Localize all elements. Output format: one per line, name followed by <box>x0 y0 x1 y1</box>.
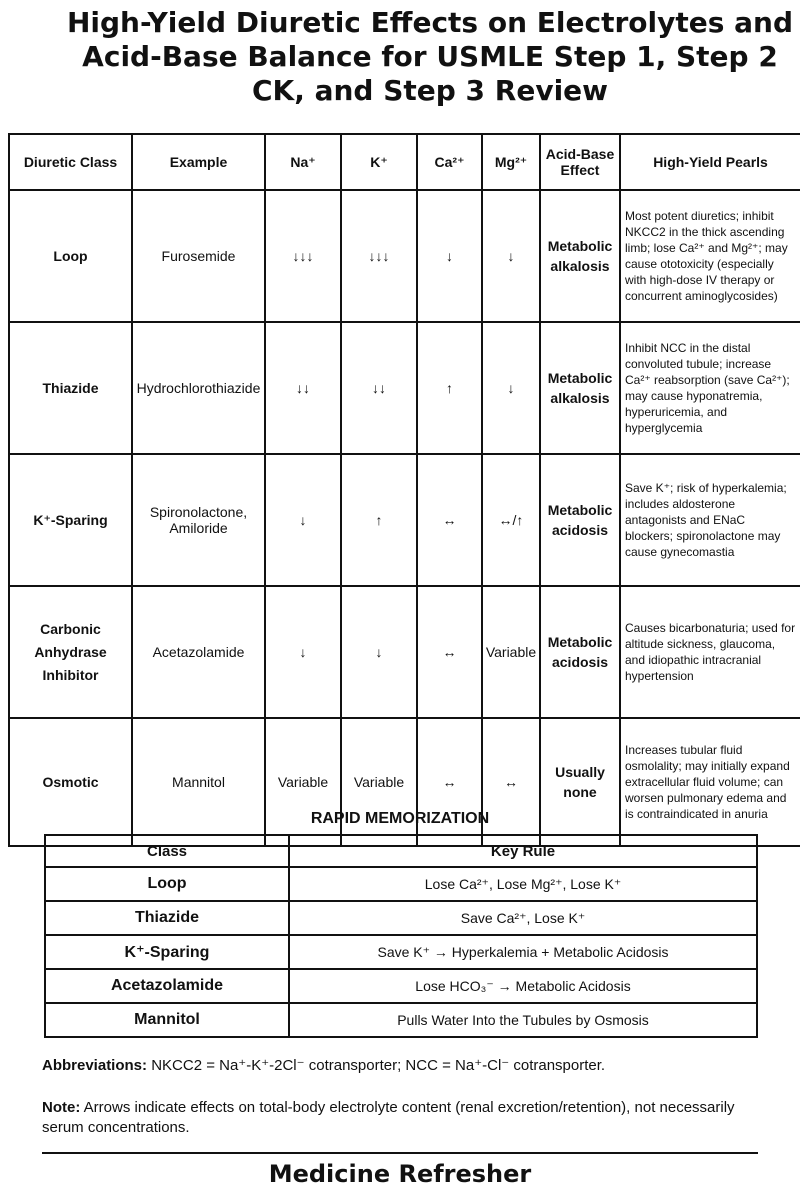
page-title: High-Yield Diuretic Effects on Electrolytes and Acid-Base Balance for USMLE Step 1, Step 2 CK, and Step 3 Review <box>66 6 794 107</box>
mg-cell: Variable <box>482 586 540 718</box>
note <box>42 1098 762 1138</box>
k-cell: ↑ <box>341 454 417 586</box>
footer-brand: Medicine Refresher <box>268 1160 532 1188</box>
na-cell: Variable <box>265 718 341 846</box>
acid-base-cell: Metabolic alkalosis <box>540 190 620 322</box>
note-label: Note: <box>42 1099 81 1116</box>
abbreviations-text: NKCC2 = Na⁺-K⁺-2Cl⁻ cotransporter; NCC = Na⁺-Cl⁻ cotransporter. <box>151 1057 606 1074</box>
rapid-memorization-heading: RAPID MEMORIZATION <box>310 810 490 827</box>
k-cell: ↓↓↓ <box>341 190 417 322</box>
na-cell: ↓↓↓ <box>265 190 341 322</box>
rapid-header-class: Class <box>45 835 289 867</box>
ca-cell: ↔ <box>417 718 482 846</box>
rapid-rule-cell: Save Ca²⁺, Lose K⁺ <box>289 901 757 935</box>
footer-divider <box>42 1152 758 1154</box>
example-cell: Mannitol <box>132 718 265 846</box>
rapid-row <box>45 901 757 935</box>
pearl-cell: Save K⁺; risk of hyperkalemia; includes aldosterone antagonists and ENaC blockers; spironolactone may cause gynecomastia <box>620 454 800 586</box>
class-cell: Carbonic Anhydrase Inhibitor <box>9 586 132 718</box>
rapid-class-cell: Mannitol <box>45 1003 289 1037</box>
class-cell: Osmotic <box>9 718 132 846</box>
rapid-row <box>45 935 757 969</box>
pearl-cell: Increases tubular fluid osmolality; may initially expand extracellular fluid volume; can worsen pulmonary edema and is contraindicated in anuria <box>620 718 800 846</box>
ca-cell: ↔ <box>417 454 482 586</box>
rapid-header-row <box>45 835 757 867</box>
acid-base-cell: Metabolic acidosis <box>540 586 620 718</box>
table-row <box>9 190 800 322</box>
mg-cell: ↔/↑ <box>482 454 540 586</box>
note-text: Arrows indicate effects on total-body electrolyte content (renal excretion/retention), not necessarily serum concentrations. <box>42 1099 735 1136</box>
rapid-row <box>45 1003 757 1037</box>
acid-base-cell: Metabolic acidosis <box>540 454 620 586</box>
rapid-rule-cell: Lose Ca²⁺, Lose Mg²⁺, Lose K⁺ <box>289 867 757 901</box>
pearl-cell: Inhibit NCC in the distal convoluted tubule; increase Ca²⁺ reabsorption (save Ca²⁺); may cause hyponatremia, hyperuricemia, and hyperglycemia <box>620 322 800 454</box>
rapid-class-cell: Thiazide <box>45 901 289 935</box>
rapid-memorization-table <box>44 834 758 1038</box>
ca-cell: ↔ <box>417 586 482 718</box>
k-cell: Variable <box>341 718 417 846</box>
table-row <box>9 322 800 454</box>
header-k: K⁺ <box>341 134 417 190</box>
class-cell: Loop <box>9 190 132 322</box>
rapid-rule-cell: Save K⁺ → Hyperkalemia + Metabolic Acidosis <box>289 935 757 969</box>
table-row <box>9 454 800 586</box>
class-cell: K⁺-Sparing <box>9 454 132 586</box>
mg-cell: ↔ <box>482 718 540 846</box>
example-cell: Spironolactone, Amiloride <box>132 454 265 586</box>
rapid-class-cell: Loop <box>45 867 289 901</box>
na-cell: ↓ <box>265 454 341 586</box>
ca-cell: ↓ <box>417 190 482 322</box>
rapid-rule-cell: Lose HCO₃⁻ → Metabolic Acidosis <box>289 969 757 1003</box>
rapid-row <box>45 969 757 1003</box>
abbreviations-label: Abbreviations: <box>42 1057 148 1074</box>
rapid-rule-cell: Pulls Water Into the Tubules by Osmosis <box>289 1003 757 1037</box>
example-cell: Acetazolamide <box>132 586 265 718</box>
rapid-row <box>45 867 757 901</box>
mg-cell: ↓ <box>482 190 540 322</box>
k-cell: ↓↓ <box>341 322 417 454</box>
header-na: Na⁺ <box>265 134 341 190</box>
acid-base-cell: Metabolic alkalosis <box>540 322 620 454</box>
k-cell: ↓ <box>341 586 417 718</box>
header-pearls: High-Yield Pearls <box>620 134 800 190</box>
ca-cell: ↑ <box>417 322 482 454</box>
header-class: Diuretic Class <box>9 134 132 190</box>
pearl-cell: Causes bicarbonaturia; used for altitude sickness, glaucoma, and idiopathic intracranial hypertension <box>620 586 800 718</box>
na-cell: ↓ <box>265 586 341 718</box>
diuretic-effects-table <box>8 133 800 847</box>
abbreviations <box>42 1056 782 1074</box>
example-cell: Furosemide <box>132 190 265 322</box>
header-example: Example <box>132 134 265 190</box>
na-cell: ↓↓ <box>265 322 341 454</box>
table-row <box>9 586 800 718</box>
header-mg: Mg²⁺ <box>482 134 540 190</box>
pearl-cell: Most potent diuretics; inhibit NKCC2 in the thick ascending limb; lose Ca²⁺ and Mg²⁺; may cause ototoxicity (especially with high-dose IV therapy or concurrent aminoglycosides) <box>620 190 800 322</box>
header-ca: Ca²⁺ <box>417 134 482 190</box>
rapid-header-rule: Key Rule <box>289 835 757 867</box>
class-cell: Thiazide <box>9 322 132 454</box>
rapid-class-cell: Acetazolamide <box>45 969 289 1003</box>
rapid-class-cell: K⁺-Sparing <box>45 935 289 969</box>
header-acid-base: Acid-Base Effect <box>540 134 620 190</box>
acid-base-cell: Usually none <box>540 718 620 846</box>
table-header-row <box>9 134 800 190</box>
example-cell: Hydrochlorothiazide <box>132 322 265 454</box>
mg-cell: ↓ <box>482 322 540 454</box>
